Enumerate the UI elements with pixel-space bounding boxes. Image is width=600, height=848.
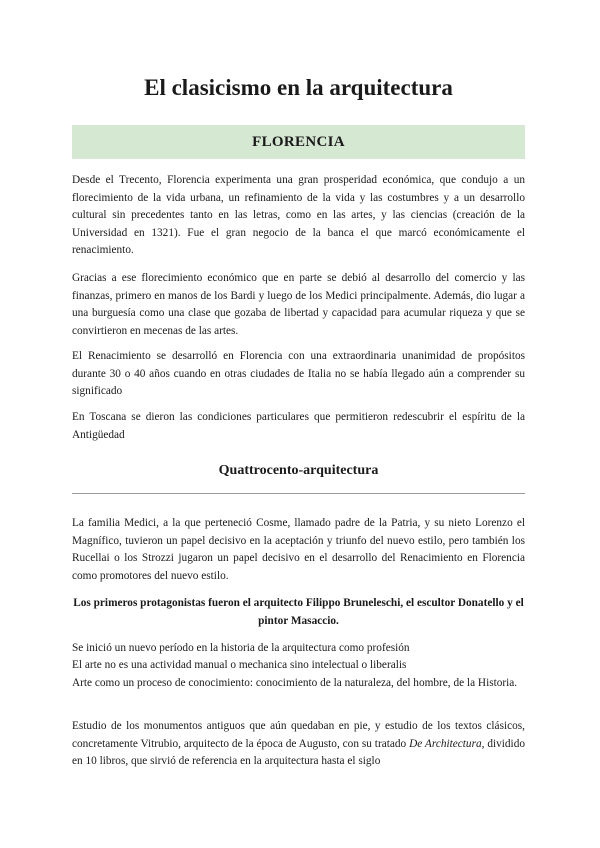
- vitrubio-text-start: Estudio de los monumentos antiguos que aún quedaban en pie, y estudio de los textos clásicos, concretamente Vitrubio, arquitecto de la época de Augusto, con su tratado: [72, 720, 525, 750]
- paragraph-trecento: Desde el Trecento, Florencia experimenta una gran prosperidad económica, que condujo a un florecimiento de la vida urbana, un refinamiento de la vida y las costumbres y a un desarrollo cultural sin precedentes tanto en las letras, como en las artes, y las ciencias (creación de la Universidad en 1321). Fue el gran negocio de la banca el que marcó económicamente el renacimiento.: [72, 174, 525, 256]
- horizontal-divider: [72, 493, 525, 494]
- paragraph-protagonistas: Los primeros protagonistas fueron el arquitecto Filippo Bruneleschi, el escultor Donatello y el pintor Masaccio.: [73, 597, 524, 627]
- subheading-quattrocento: Quattrocento-arquitectura: [218, 463, 379, 478]
- statement-conocimiento: Arte como un proceso de conocimiento: conocimiento de la naturaleza, del hombre, de la Historia.: [72, 677, 518, 689]
- paragraph-renacimiento: El Renacimiento se desarrolló en Florencia con una extraordinaria unanimidad de propósitos durante 30 o 40 años cuando en otras ciudades de Italia no se había llegado aún a comprender su significado: [72, 350, 525, 397]
- statement-intelectual: El arte no es una actividad manual o mechanica sino intelectual o liberalis: [72, 659, 407, 671]
- paragraph-toscana: En Toscana se dieron las condiciones particulares que permitieron redescubrir el espíritu de la Antigüedad: [72, 411, 525, 441]
- statement-profesion: Se inició un nuevo período en la historia de la arquitectura como profesión: [72, 642, 410, 654]
- paragraph-medici: La familia Medici, a la que perteneció Cosme, llamado padre de la Patria, y su nieto Lorenzo el Magnífico, tuvieron un papel decisivo en la aceptación y triunfo del nuevo estilo, pero también los Rucellai o los Strozzi jugaron un papel decisivo en el desarrollo del Renacimiento en Florencia como promotores del nuevo estilo.: [72, 517, 525, 582]
- treatise-title: De Architectura: [409, 737, 482, 750]
- vitrubio-text-end: , dividido en 10 libros, que sirvió de referencia en la arquitectura hasta el siglo: [72, 737, 525, 767]
- section-title-florencia: FLORENCIA: [72, 125, 525, 159]
- paragraph-vitrubio: [72, 718, 525, 771]
- paragraph-economia: Gracias a ese florecimiento económico que en parte se debió al desarrollo del comercio y las finanzas, primero en manos de los Bardi y luego de los Medici principalmente. Además, dio lugar a una burguesía como una clase que gozaba de libertad y capacidad para acumular riqueza y que se convirtieron en mecenas de las artes.: [72, 272, 525, 337]
- page-title: El clasicismo en la arquitectura: [144, 75, 453, 100]
